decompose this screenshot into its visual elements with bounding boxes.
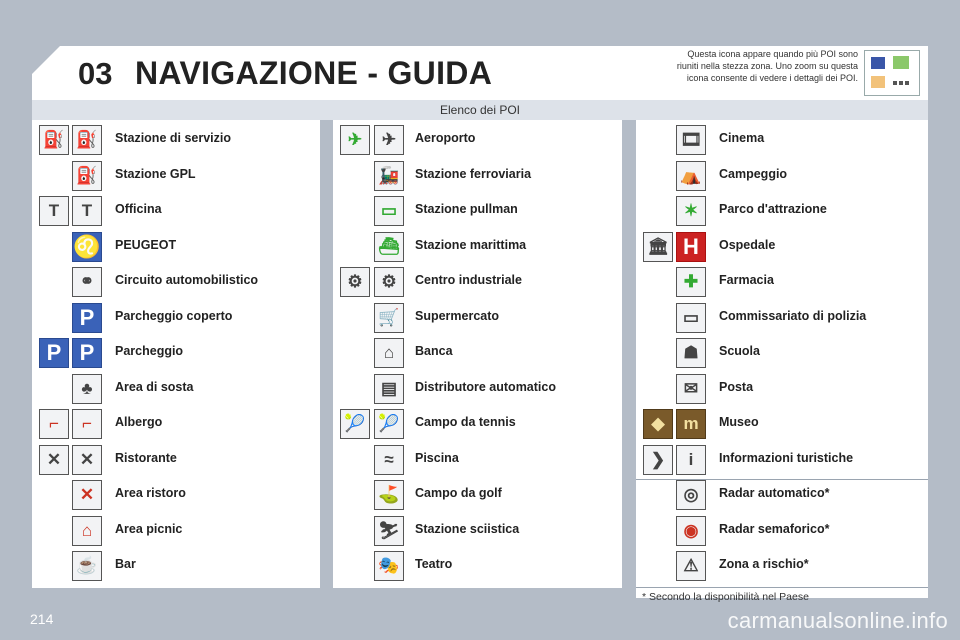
poi-row [636,513,928,548]
coffee-cup-icon: ☕ [72,551,102,581]
industry-group-icon: ⚙ [340,267,370,297]
poi-label: Area di sosta [115,379,194,394]
poi-label: Campo da tennis [415,415,516,429]
restaurant-icon: ✕ [72,445,102,475]
poi-row [32,406,320,441]
poi-label: Piscina [415,450,459,465]
poi-label: Area ristoro [115,486,186,500]
danger-zone-icon: ⚠ [676,551,706,581]
poi-row [32,548,320,583]
poi-row [636,300,928,335]
poi-label: Officina [115,202,162,216]
chapter-number: 03 [78,56,113,91]
poi-label: Campeggio [719,166,788,181]
poi-column-1 [32,120,320,588]
poi-row [636,122,928,157]
poi-list-subtitle: Elenco dei POI [439,103,521,117]
poi-label: Campo da golf [415,486,502,500]
lpg-pump-icon: ⛽ [72,161,102,191]
theatre-icon: 🎭 [374,551,404,581]
poi-row [32,229,320,264]
poi-row [333,300,622,335]
poi-row [636,158,928,193]
poi-row [333,513,622,548]
poi-label: Stazione marittima [415,237,527,252]
poi-row [333,264,622,299]
poi-row [333,122,622,157]
amusement-park-icon: ✶ [676,196,706,226]
poi-label: Ristorante [115,450,177,465]
cluster-icon-note: Questa icona appare quando più POI sono riuniti nella stezza zona. Uno zoom su questa icona consente di vedere i dettagli dei POI. [676,49,858,83]
poi-label: Teatro [415,557,453,571]
tennis-icon: 🎾 [374,409,404,439]
page-number: 214 [30,611,54,627]
poi-label: Stazione pullman [415,202,518,216]
museum-m-icon: m [676,409,706,439]
industry-group-icon: ⚙ [374,267,404,297]
restaurant-icon: ✕ [39,445,69,475]
poi-row [32,442,320,477]
cinema-film-icon: 🎞 [676,125,706,155]
parking-icon: P [72,338,102,368]
poi-label: PEUGEOT [115,237,177,252]
poi-column-2 [333,120,622,588]
poi-label: Commissariato di polizia [719,308,867,323]
picnic-icon: ⌂ [72,516,102,546]
sport-group-icon: 🎾 [340,409,370,439]
poi-row [32,335,320,370]
poi-row [333,371,622,406]
poi-label: Ospedale [719,237,776,252]
poi-column-3 [636,120,928,598]
hotel-bed-icon: ⌐ [39,409,69,439]
covered-parking-icon: P [72,303,102,333]
poi-label: Parco d'attrazione [719,202,827,216]
poi-row [333,229,622,264]
ferry-icon: ⛴ [374,232,404,262]
poi-label: Centro industriale [415,273,522,287]
footnote: * Secondo la disponibilità nel Paese [642,591,809,603]
poi-row [32,158,320,193]
poi-label: Stazione GPL [115,166,196,181]
airport-group-icon: ✈ [340,125,370,155]
poi-label: Albergo [115,415,163,429]
poi-row [333,335,622,370]
poi-label: Farmacia [719,273,774,287]
poi-label: Parcheggio coperto [115,308,233,323]
poi-row [636,477,928,512]
poi-label: Parcheggio [115,344,184,358]
poi-label: Circuito automobilistico [115,273,259,287]
wrench-icon: T [72,196,102,226]
wrench-icon: T [39,196,69,226]
poi-label: Radar automatico* [719,486,830,500]
poi-row [636,371,928,406]
poi-label: Banca [415,344,453,358]
poi-label: Posta [719,379,754,394]
poi-cluster-icon [864,50,920,96]
tourist-info-group-icon: ❯ [643,445,673,475]
airplane-icon: ✈ [374,125,404,155]
poi-row [636,335,928,370]
poi-row [333,406,622,441]
poi-label: Bar [115,557,136,571]
fuel-pump-icon: ⛽ [39,125,69,155]
poi-label: Scuola [719,344,760,358]
poi-row [333,193,622,228]
bank-icon: ⌂ [374,338,404,368]
poi-row [32,371,320,406]
poi-label: Aeroporto [415,131,476,145]
fuel-pump-icon: ⛽ [72,125,102,155]
speed-camera-icon: ◎ [676,480,706,510]
parking-icon: P [39,338,69,368]
poi-row [32,122,320,157]
poi-row [32,264,320,299]
poi-row [32,193,320,228]
race-circuit-icon: ⚭ [72,267,102,297]
pharmacy-cross-icon: ✚ [676,267,706,297]
poi-row [32,513,320,548]
poi-row [333,477,622,512]
atm-icon: ▤ [374,374,404,404]
poi-row [32,477,320,512]
poi-label: Zona a rischio* [719,557,809,571]
page-title: NAVIGAZIONE - GUIDA [135,55,493,91]
poi-row [636,229,928,264]
poi-row [32,300,320,335]
watermark: carmanualsonline.info [727,608,948,633]
golf-icon: ⛳ [374,480,404,510]
shopping-cart-icon: 🛒 [374,303,404,333]
poi-label: Distributore automatico [415,379,556,394]
subtitle-bar [32,100,928,120]
footnote-divider [636,587,928,588]
rest-area-icon: ♣ [72,374,102,404]
poi-row [333,548,622,583]
poi-label: Cinema [719,131,765,145]
bus-icon: ▭ [374,196,404,226]
ski-icon: ⛷ [374,516,404,546]
envelope-icon: ✉ [676,374,706,404]
poi-label: Radar semaforico* [719,521,830,536]
poi-row [636,442,928,477]
poi-label: Museo [719,415,759,429]
train-icon: 🚂 [374,161,404,191]
swimming-icon: ≈ [374,445,404,475]
poi-row [333,442,622,477]
red-light-camera-icon: ◉ [676,516,706,546]
peugeot-lion-icon: ♌ [72,232,102,262]
police-icon: ▭ [676,303,706,333]
hospital-building-icon: 🏛 [643,232,673,262]
school-children-icon: ☗ [676,338,706,368]
poi-row [636,193,928,228]
hotel-bed-icon: ⌐ [72,409,102,439]
info-icon: i [676,445,706,475]
poi-label: Stazione di servizio [115,131,232,145]
hospital-h-icon: H [676,232,706,262]
poi-label: Area picnic [115,521,183,536]
food-area-icon: ✕ [72,480,102,510]
museum-icon: ◆ [643,409,673,439]
poi-row [636,406,928,441]
poi-row [333,158,622,193]
camping-icon: ⛺ [676,161,706,191]
poi-label: Supermercato [415,308,500,323]
poi-label: Informazioni turistiche [719,450,854,465]
poi-row [636,264,928,299]
poi-label: Stazione ferroviaria [415,166,532,181]
poi-label: Stazione sciistica [415,521,520,536]
poi-row [636,548,928,583]
